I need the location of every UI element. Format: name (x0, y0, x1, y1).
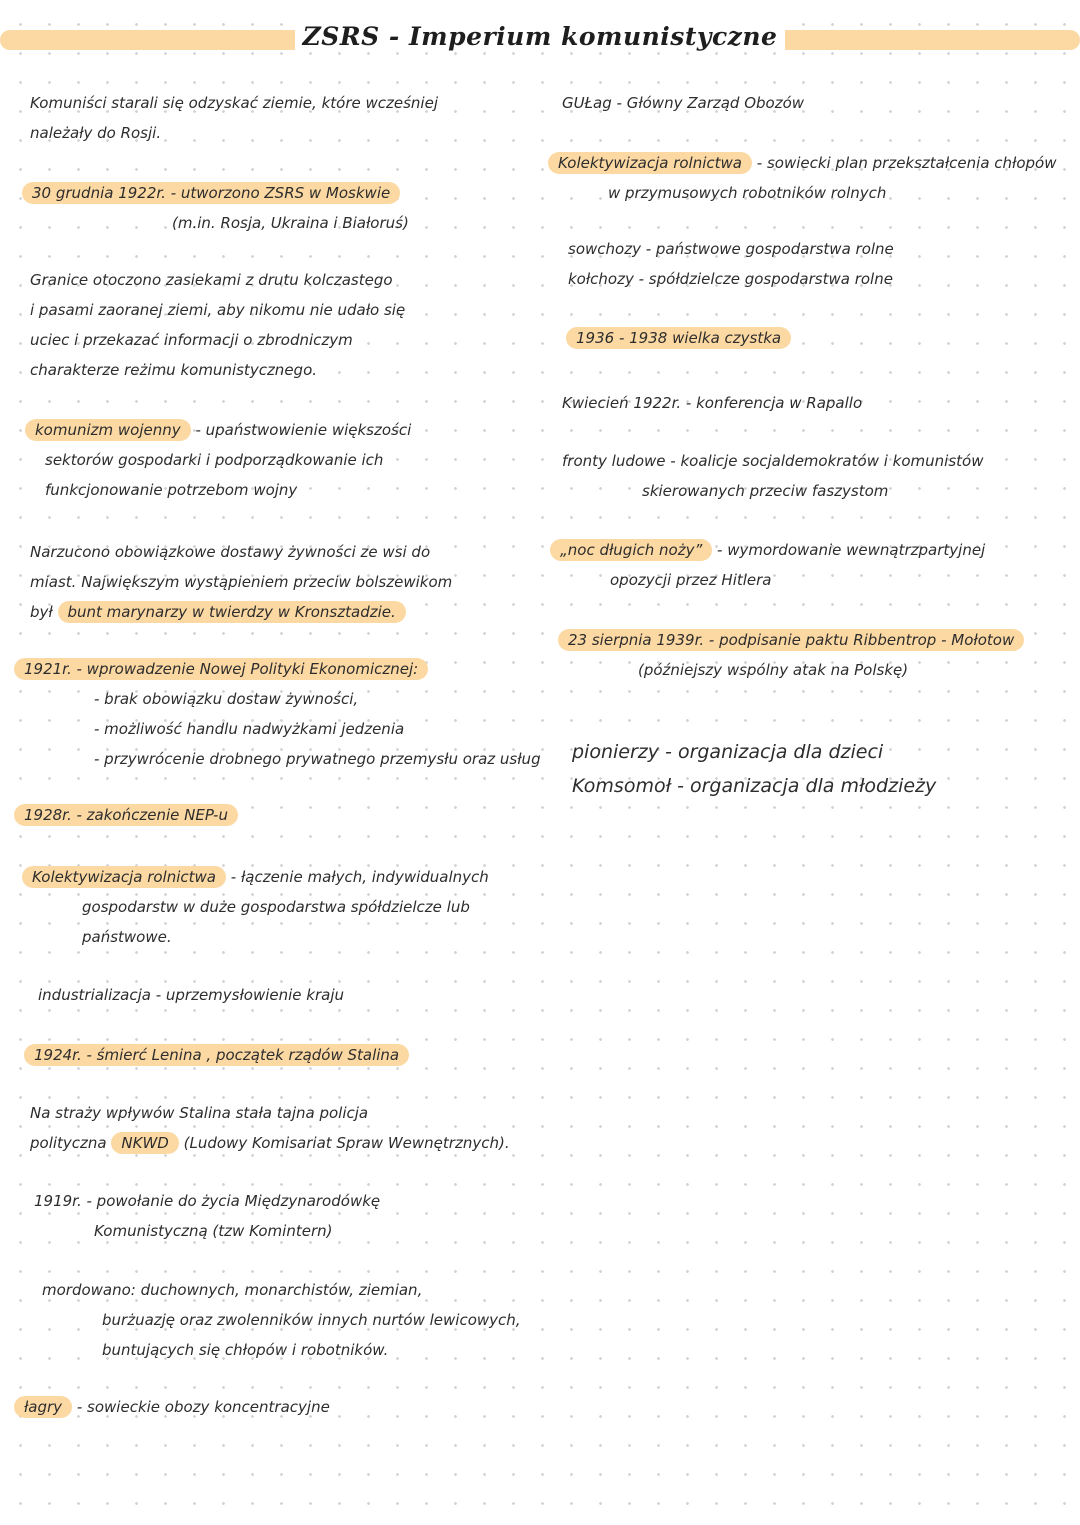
highlight-long-knives: „noc długich noży” (550, 539, 712, 561)
note-nep-end (14, 800, 238, 830)
highlight-war-communism: komunizm wojenny (25, 419, 191, 441)
highlight-nkwd: NKWD (111, 1132, 178, 1154)
note-pact: 23 sierpnia 1939r. - podpisanie paktu Ribbentrop - Mołotow (późniejszy wspólny atak na Polskę) (558, 625, 1024, 685)
note-nep: 1921r. - wprowadzenie Nowej Polityki Ekonomicznej: - brak obowiązku dostaw żywności, - możliwość handlu nadwyżkami jedzenia - przywrócenie drobnego prywatnego przemysłu oraz usług (14, 654, 541, 774)
note-kronstadt: Narzucono obowiązkowe dostawy żywności ze wsi do miast. Największym wystąpieniem przeciw bolszewikom był bunt marynarzy w twierdzy w Kronsztadzie. (30, 543, 453, 621)
note-gulags: łagry - sowieckie obozy koncentracyjne (14, 1392, 330, 1422)
note-murders: mordowano: duchownych, monarchistów, ziemian, burżuazję oraz zwolenników innych nurtów lewicowych, buntujących się chłopów i robotników. (42, 1281, 521, 1359)
note-comintern: 1919r. - powołanie do życia Międzynarodówkę Komunistyczną (tzw Komintern) (34, 1192, 381, 1240)
note-collectivization: Kolektywizacja rolnictwa - łączenie małych, indywidualnych gospodarstw w duże gospodarstwa spółdzielcze lub państwowe. (22, 862, 489, 952)
highlight-kronstadt: bunt marynarzy w twierdzy w Kronsztadzie. (58, 601, 406, 623)
highlight-pact: 23 sierpnia 1939r. - podpisanie paktu Ribbentrop - Mołotow (558, 629, 1024, 651)
highlight-great-purge: 1936 - 1938 wielka czystka (566, 327, 791, 349)
note-long-knives: „noc długich noży” - wymordowanie wewnątrzpartyjnej opozycji przez Hitlera (550, 535, 985, 595)
note-farms: sowchozy - państwowe gospodarstwa rolne kołchozy - spółdzielcze gospodarstwa rolne (568, 240, 894, 288)
note-youth-orgs: pionierzy - organizacja dla dzieci Komsomoł - organizacja dla młodzieży (572, 741, 937, 797)
note-collectivization-plan: Kolektywizacja rolnictwa - sowiecki plan przekształcenia chłopów w przymusowych robotników rolnych (548, 148, 1057, 208)
highlight-stalin: 1924r. - śmierć Lenina , początek rządów Stalina (24, 1044, 409, 1066)
highlight-collectivization: Kolektywizacja rolnictwa (22, 866, 226, 888)
note-industrialization: industrializacja - uprzemysłowienie kraju (38, 986, 345, 1004)
highlight-nep: 1921r. - wprowadzenie Nowej Polityki Ekonomicznej: (14, 658, 428, 680)
note-gulag-def: GUŁag - Główny Zarząd Obozów (562, 94, 805, 112)
highlight-collectivization-plan: Kolektywizacja rolnictwa (548, 152, 752, 174)
highlight-gulags: łagry (14, 1396, 72, 1418)
note-ussr-founding: 30 grudnia 1922r. - utworzono ZSRS w Moskwie (m.in. Rosja, Ukraina i Białoruś) (22, 178, 409, 238)
note-great-purge (566, 323, 791, 353)
highlight-ussr-date: 30 grudnia 1922r. - utworzono ZSRS w Moskwie (22, 182, 400, 204)
page-title: ZSRS - Imperium komunistyczne (0, 22, 1080, 51)
note-rapallo: Kwiecień 1922r. - konferencja w Rapallo (562, 394, 863, 412)
note-territories: Komuniści starali się odzyskać ziemie, które wcześniej należały do Rosji. (30, 94, 438, 142)
note-stalin (24, 1040, 409, 1070)
highlight-nep-end: 1928r. - zakończenie NEP-u (14, 804, 238, 826)
note-nkwd: Na straży wpływów Stalina stała tajna policja polityczna NKWD (Ludowy Komisariat Spraw Wewnętrznych). (30, 1104, 510, 1152)
note-popular-fronts: fronty ludowe - koalicje socjaldemokratów i komunistów skierowanych przeciw faszystom (562, 452, 984, 500)
note-borders: Granice otoczono zasiekami z drutu kolczastego i pasami zaoranej ziemi, aby nikomu nie udało się uciec i przekazać informacji o zbrodniczym charakterze reżimu komunistycznego. (30, 271, 406, 379)
note-war-communism: komunizm wojenny - upaństwowienie większości sektorów gospodarki i podporządkowanie ich funkcjonowanie potrzebom wojny (25, 415, 411, 505)
